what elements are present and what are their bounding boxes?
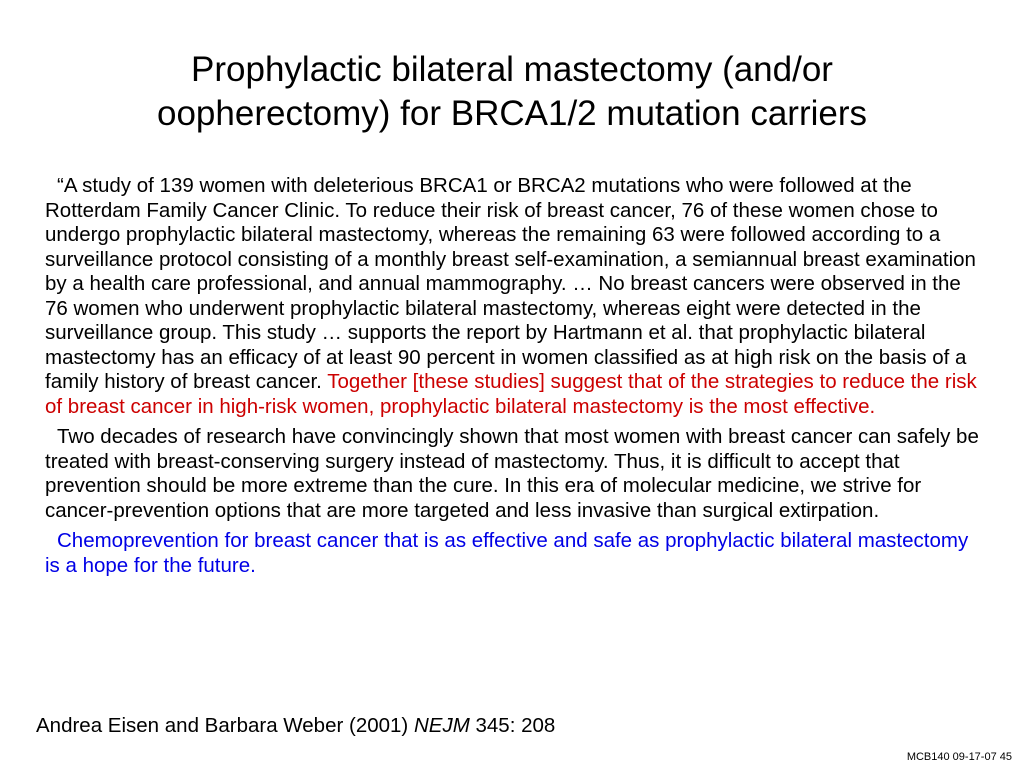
conclusion-paragraph (45, 529, 981, 578)
commentary-text: Two decades of research have convincingly shown that most women with breast cancer can safely be treated with breast-conserving surgery instead of mastectomy. Thus, it is difficult to accept that prevention should be more extreme than the cure. In this era of molecular medicine, we strive for cancer-prevention options that are more targeted and less invasive than surgical extirpation. (45, 425, 979, 522)
title-line-1: Prophylactic bilateral mastectomy (and/or (191, 50, 833, 89)
slide-body (45, 174, 981, 584)
citation-authors: Andrea Eisen and Barbara Weber (2001) (36, 714, 409, 737)
slide-title (60, 48, 964, 136)
conclusion-text: Chemoprevention for breast cancer that is as effective and safe as prophylactic bilateral mastectomy is a hope for the future. (45, 529, 969, 577)
commentary-paragraph (45, 425, 981, 523)
quote-paragraph (45, 174, 981, 419)
quote-highlight-red: Together [these studies] suggest that of the strategies to reduce the risk of breast cancer in high-risk women, prophylactic bilateral mastectomy is the most effective. (45, 370, 977, 418)
title-line-2: oopherectomy) for BRCA1/2 mutation carriers (157, 94, 867, 133)
citation-volume-pages: 345: 208 (475, 714, 556, 737)
slide-id: MCB140 09-17-07 45 (906, 751, 1012, 763)
quote-text: “A study of 139 women with deleterious BRCA1 or BRCA2 mutations who were followed at the Rotterdam Family Cancer Clinic. To reduce their risk of breast cancer, 76 of these women chose to undergo prophylactic bilateral mastectomy, whereas the remaining 63 were followed according to a surveillance protocol consisting of a monthly breast self-examination, a semiannual breast examination by a health care professional, and annual mammography. … No breast cancers were observed in the 76 women who underwent prophylactic bilateral mastectomy, whereas eight were detected in the surveillance group. This study … supports the report by Hartmann et al. that prophylactic bilateral mastectomy has an efficacy of at least 90 percent in women classified as at high risk on the basis of a family history of breast cancer. (45, 174, 976, 393)
citation-journal: NEJM (413, 714, 470, 737)
citation (36, 713, 555, 739)
